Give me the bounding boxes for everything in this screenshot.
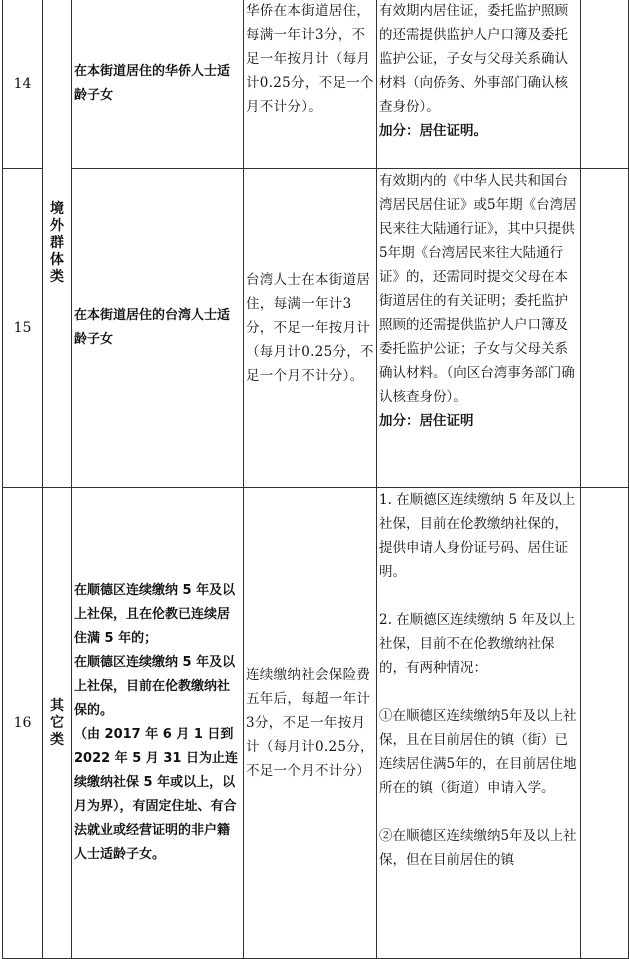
table-row-15 xyxy=(3,169,629,488)
table-row-14 xyxy=(3,0,629,169)
bonus-text: 加分：居住证明 xyxy=(379,413,474,429)
subject-cell: 在本街道居住的台湾人士适龄子女 xyxy=(72,169,244,488)
score-rule-cell: 华侨在本街道居住，每满一年计3分，不足一年按月计（每月计0.25分，不足一个月不计分）。 xyxy=(244,0,377,169)
materials-item: ②在顺德区连续缴纳5年及以上社保，但在目前居住的镇 xyxy=(379,828,577,868)
subject-line: 在顺德区连续缴纳 5 年及以上社保，目前在伦教缴纳社保的。 xyxy=(74,655,236,718)
admission-score-table xyxy=(2,0,629,959)
materials-item: 2. 在顺德区连续缴纳 5 年及以上社保，目前不在伦教缴纳社保的，有两种情况： xyxy=(379,612,576,676)
score-rule-cell: 连续缴纳社会保险费五年后，每超一年计3分，不足一年按月计（每月计0.25分，不足一个月不计分） xyxy=(244,488,377,959)
materials-cell xyxy=(377,169,581,488)
subject-line: 在顺德区连续缴纳 5 年及以上社保，且在伦教已连续居住满 5 年的； xyxy=(74,583,236,646)
blank-cell xyxy=(581,0,629,169)
row-number: 15 xyxy=(3,169,43,488)
table-row-16 xyxy=(3,488,629,959)
category-label: 其它类 xyxy=(50,697,64,748)
materials-item: 1. 在顺德区连续缴纳 5 年及以上社保，目前在伦教缴纳社保的，提供申请人身份证号码、居住证明。 xyxy=(379,492,576,580)
blank-cell xyxy=(581,169,629,488)
subject-cell: 在本街道居住的华侨人士适龄子女 xyxy=(72,0,244,169)
category-label: 境外群体类 xyxy=(50,200,64,285)
category-cell-other xyxy=(43,488,72,959)
blank-cell xyxy=(581,488,629,959)
score-rule-cell: 台湾人士在本街道居住，每满一年计3分，不足一年按月计（每月计0.25分，不足一个月不计分）。 xyxy=(244,169,377,488)
category-cell-overseas xyxy=(43,0,72,488)
materials-text: 有效期内居住证，委托监护照顾的还需提供监护人户口簿及委托监护公证，子女与父母关系确认材料（向侨务、外事部门确认核查身份）。 xyxy=(379,3,568,115)
materials-item: ①在顺德区连续缴纳5年及以上社保，且在目前居住的镇（街）已连续居住满5年的，在目前居住地所在的镇（街道）申请入学。 xyxy=(379,708,577,796)
subject-cell xyxy=(72,488,244,959)
row-number: 16 xyxy=(3,488,43,959)
row-number: 14 xyxy=(3,0,43,169)
bonus-text: 加分：居住证明。 xyxy=(379,123,487,139)
materials-cell xyxy=(377,0,581,169)
subject-line: （由 2017 年 6 月 1 日到 2022 年 5 月 31 日为止连续缴纳社保 5 年或以上，以月为界），有固定住址、有合法就业或经营证明的非户籍人士适龄子女。 xyxy=(74,727,238,862)
materials-cell xyxy=(377,488,581,959)
materials-text: 有效期内的《中华人民共和国台湾居民居住证》或5年期《台湾居民来往大陆通行证》，其中只提供5年期《台湾居民来往大陆通行证》的，还需同时提交父母在本街道居住的有关证明；委托监护照顾的还需提供监护人户口簿及委托监护公证；子女与父母关系确认材料。（向区台湾事务部门确认核查身份）。 xyxy=(379,173,577,405)
